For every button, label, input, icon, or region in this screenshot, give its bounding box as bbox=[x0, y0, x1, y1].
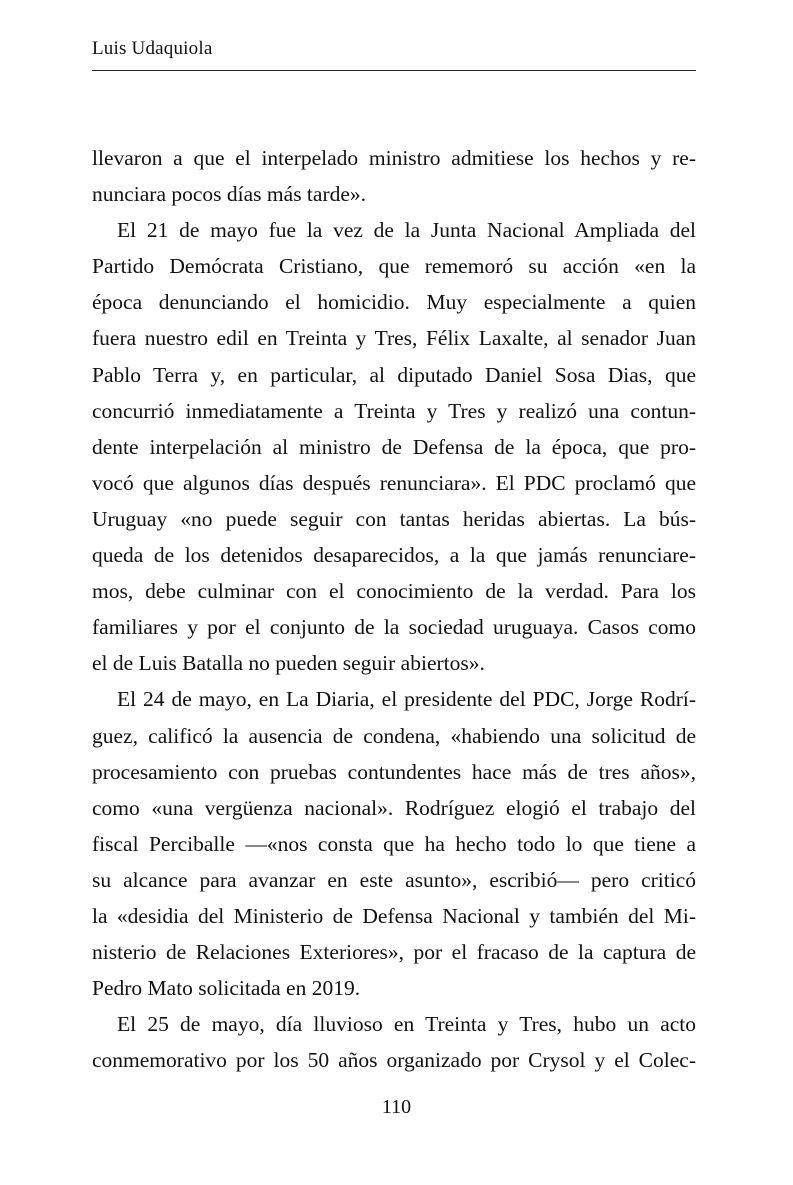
text-line: El 24 de mayo, en La Diaria, el presidente del PDC, Jorge Rodrí- bbox=[117, 687, 696, 712]
text-line: Pablo Terra y, en particular, al diputado Daniel Sosa Dias, que bbox=[92, 362, 696, 387]
text-line: su alcance para avanzar en este asunto», escribió— pero criticó bbox=[92, 867, 696, 892]
text-line: Pedro Mato solicitada en 2019. bbox=[92, 976, 361, 1001]
text-line: mos, debe culminar con el conocimiento de la verdad. Para los bbox=[92, 579, 696, 604]
text-line: dente interpelación al ministro de Defensa de la época, que pro- bbox=[92, 434, 696, 459]
text-line: fuera nuestro edil en Treinta y Tres, Félix Laxalte, al senador Juan bbox=[92, 326, 696, 351]
text-line: procesamiento con pruebas contundentes hace más de tres años», bbox=[92, 759, 696, 784]
text-line: llevaron a que el interpelado ministro admitiese los hechos y re- bbox=[92, 146, 696, 170]
text-line: conmemorativo por los 50 años organizado por Crysol y el Colec- bbox=[92, 1048, 696, 1073]
text-line: vocó que algunos días después renunciara». El PDC proclamó que bbox=[92, 470, 696, 495]
text-line: guez, calificó la ausencia de condena, «habiendo una solicitud de bbox=[92, 723, 696, 748]
text-line: como «una vergüenza nacional». Rodríguez elogió el trabajo del bbox=[92, 795, 696, 820]
text-line: queda de los detenidos desaparecidos, a la que jamás renunciare- bbox=[92, 543, 696, 568]
text-line: el de Luis Batalla no pueden seguir abiertos». bbox=[92, 651, 485, 676]
page-number: 110 bbox=[381, 1096, 412, 1118]
text-line: la «desidia del Ministerio de Defensa Nacional y también del Mi- bbox=[92, 903, 696, 928]
body-text bbox=[92, 140, 696, 1078]
text-line: Uruguay «no puede seguir con tantas heridas abiertas. La bús- bbox=[92, 506, 696, 531]
text-line: nunciara pocos días más tarde». bbox=[92, 182, 367, 207]
text-line: fiscal Perciballe —«nos consta que ha hecho todo lo que tiene a bbox=[92, 831, 696, 856]
text-line: concurrió inmediatamente a Treinta y Tres y realizó una contun- bbox=[92, 398, 696, 423]
text-line: familiares y por el conjunto de la sociedad uruguaya. Casos como bbox=[92, 615, 696, 640]
text-line: El 21 de mayo fue la vez de la Junta Nacional Ampliada del bbox=[117, 218, 696, 243]
running-head-author: Luis Udaquiola bbox=[92, 38, 213, 59]
text-line: Partido Demócrata Cristiano, que rememoró su acción «en la bbox=[92, 254, 696, 279]
header-rule bbox=[92, 70, 696, 71]
text-line: nisterio de Relaciones Exteriores», por el fracaso de la captura de bbox=[92, 940, 696, 965]
text-line: época denunciando el homicidio. Muy especialmente a quien bbox=[92, 290, 696, 315]
text-line: El 25 de mayo, día lluvioso en Treinta y Tres, hubo un acto bbox=[117, 1012, 696, 1037]
